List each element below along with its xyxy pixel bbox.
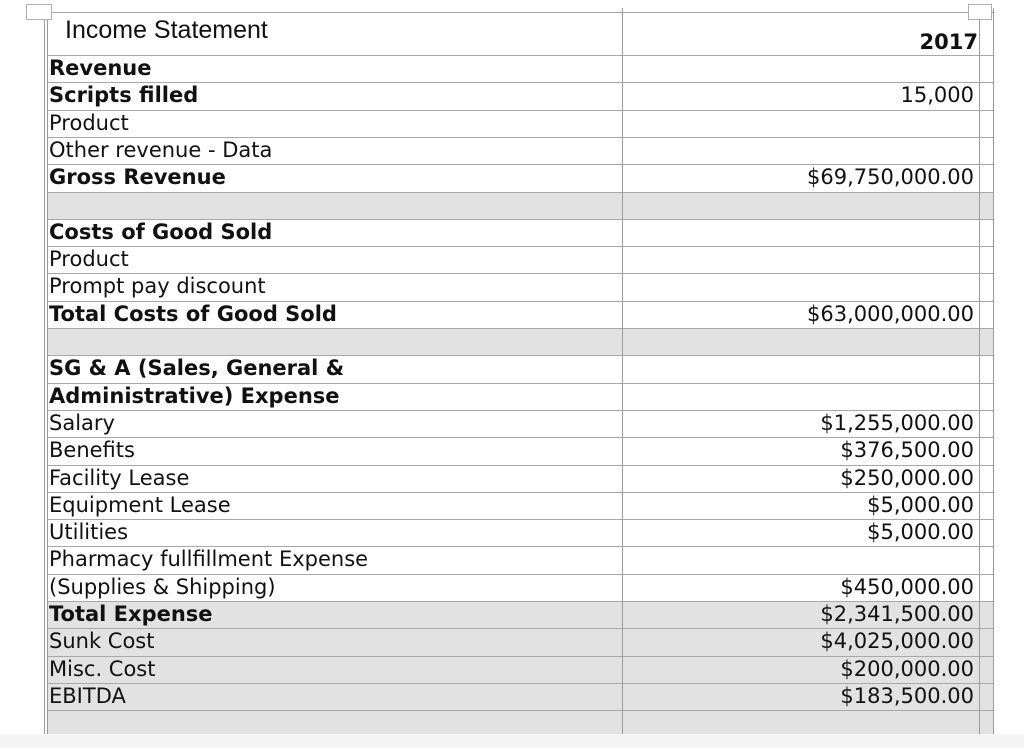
year-header: 2017 <box>919 30 978 54</box>
row-label: Misc. Cost <box>49 656 156 681</box>
column-gridline <box>622 8 623 734</box>
row-value: $183,500.00 <box>840 683 974 708</box>
row-value: $200,000.00 <box>840 656 974 681</box>
row-label: Utilities <box>49 520 129 545</box>
row-gridline <box>47 110 993 111</box>
row-value: $63,000,000.00 <box>807 301 974 326</box>
column-gridline <box>993 8 994 734</box>
shaded-row <box>47 192 993 219</box>
row-value: 15,000 <box>900 83 974 108</box>
row-label: Other revenue - Data <box>49 137 273 162</box>
row-label: EBITDA <box>49 683 126 708</box>
row-label: Salary <box>49 410 115 435</box>
row-label: Product <box>49 247 129 272</box>
row-value: $5,000.00 <box>867 492 974 517</box>
row-label: Total Costs of Good Sold <box>49 301 337 326</box>
row-label: Prompt pay discount <box>49 274 266 299</box>
column-gridline <box>979 8 980 734</box>
row-gridline <box>47 328 993 329</box>
statement-title: Income Statement <box>65 16 268 44</box>
row-value: $5,000.00 <box>867 520 974 545</box>
row-label: Pharmacy fullfillment Expense <box>49 547 369 572</box>
row-value: $450,000.00 <box>840 574 974 599</box>
row-label: SG & A (Sales, General & <box>49 356 345 381</box>
row-label: Product <box>49 110 129 135</box>
row-label: Sunk Cost <box>49 629 155 654</box>
bottom-bar <box>0 734 1024 748</box>
row-gridline <box>47 192 993 193</box>
row-value: $250,000.00 <box>840 465 974 490</box>
row-label: Equipment Lease <box>49 492 231 517</box>
row-gridline <box>47 246 993 247</box>
shaded-row <box>47 710 993 734</box>
selection-corner-handle[interactable] <box>26 4 52 20</box>
row-gridline <box>47 519 993 520</box>
header-gridline <box>47 12 993 13</box>
row-label: Revenue <box>49 56 152 80</box>
row-label: Total Expense <box>49 602 213 626</box>
row-label: Costs of Good Sold <box>49 219 273 244</box>
row-label: (Supplies & Shipping) <box>49 574 276 599</box>
row-gridline <box>47 710 993 711</box>
row-value: $2,341,500.00 <box>820 602 974 626</box>
selection-corner-handle[interactable] <box>968 4 992 20</box>
shaded-row <box>47 328 993 355</box>
row-value: $376,500.00 <box>840 438 974 463</box>
row-gridline <box>47 55 993 56</box>
row-value: $69,750,000.00 <box>807 165 974 190</box>
row-value: $4,025,000.00 <box>820 629 974 654</box>
row-label: Facility Lease <box>49 465 190 490</box>
column-gridline <box>47 8 48 734</box>
row-label: Benefits <box>49 438 135 463</box>
row-label: Administrative) Expense <box>49 383 340 408</box>
column-gridline <box>44 8 45 734</box>
row-label: Scripts filled <box>49 83 199 108</box>
row-label: Gross Revenue <box>49 165 226 190</box>
row-value: $1,255,000.00 <box>820 410 974 435</box>
